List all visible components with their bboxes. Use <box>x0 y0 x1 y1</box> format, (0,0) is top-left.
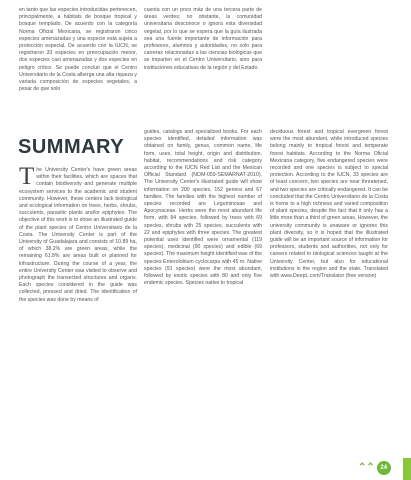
intro-paragraph-left: en tanto que las especies introducidas pertenecen, principalmente, a hábitats de bosque tropical y bosque templado. De acuerdo con la categoría Norma Oficial Mexicana, se registraron cinco especies amenazadas y una especie está sujeta a protección especial. De acuerdo con la IUCN, se registraron 33 especies en preocupación menor, dos especies casi amenazadas y dos especies en peligro crítico. Se puede concluir que el Centro Universitario de la Costa alberga una alta riqueza y variada composición de especies vegetales, a pesar de que solo <box>19 7 137 93</box>
summary-paragraph-3: deciduous forest and tropical evergreen forest were the most abundant, while introduced species belong mainly to tropical forest and temperate forest habitats. According to the Norma Oficial Mexicana category, five endangered species were recorded and one species is subject to special protection. According to the IUCN, 33 species are of least concern, two species are near threatened, and two species are critically endangered. It can be concluded that the Centro Universitario de la Costa is home to a high richness and varied composition of plant species, despite the fact that it only has a little more than a third of green areas. However, the university community is unaware or ignores this plant diversity, so it is hoped that the illustrated guide will be an important source of information for professors, students and authorities, not only for careers related to biological sciences taught at the University Center, but also for educational institutions in the region and the state. Translated with www.DeepL.com/Translator (free version) <box>270 129 388 280</box>
intro-paragraph-right: cuenta con un poco más de una tercera parte de áreas verdes; no obstante, la comunidad universitaria desconoce o ignora esta diversidad vegetal, por lo que se espera que la guía ilustrada sea una fuente importante de información para profesores, alumnos y autoridades, no solo para carreras relacionadas a las ciencias biológicas que se imparten en el Centro Universitario, sino para instituciones educativas de la región y del Estado. <box>144 7 262 71</box>
drop-cap: T <box>19 163 35 190</box>
intro-column-left <box>19 7 137 93</box>
summary-paragraph-1 <box>19 163 137 304</box>
page-footer <box>358 460 391 476</box>
intro-column-right <box>144 7 262 72</box>
summary-text-1: he University Center's have green areas within their facilities, which are spaces that contain biodiversity and generate multiple ecosystem services to the academic and student community. However, these centers lack biological and ecological information on trees, herbs, shrubs, succulents, parasitic plants and/or epiphytes. The objective of this work is to show an illustrated guide of the plant species of Centro Universitario de la Costa. The University Center is part of the University of Guadalajara and consists of 10.89 ha, of which 38.2% are green areas, while the remaining 61.8% are areas built or planned for infrastructure. During the course of a year, the entire University Center was visited to observe and photograph the transected structures and organs. Each species considered in the guide was collected, pressed and dried. The identification of the species was done by means of <box>19 167 137 303</box>
summary-paragraph-2: guides, catalogs and specialized books. For each species identified, detailed information was obtained on family, genus, common name, life form, uses, total height, origin and distribution, habitat, recommendations and risk category according to the IUCN Red List and the Mexican Official Standard (NOM-059-SEMARNAT-2010). The University Center's illustrated guide will show information on 200 species, 152 genera and 67 families. The families with the highest number of species recorded are Leguminosae and Apocynaceae. Herbs were the most abundant life form, with 84 species, followed by trees with 69 species, shrubs with 25 species, succulents with 22 and epiphytes with three species. The greatest potential uses identified were ornamental (119 species), medicinal (90 species) and edible (69 species). The maximum height identified was of the species Enterolobium cyclocarpa with 45 m. Native species (91 species) were the most abundant, followed by exotic species with 80 and only five endemic species. Species native to tropical <box>144 129 262 287</box>
summary-column-2 <box>144 129 262 287</box>
page-number-badge: 24 <box>377 461 391 475</box>
double-chevron-up-icon[interactable]: ⌃⌃ <box>358 462 375 473</box>
edge-tab <box>403 458 411 480</box>
summary-column-3 <box>270 129 388 280</box>
summary-heading: SUMMARY <box>18 136 125 158</box>
summary-column-1 <box>19 163 137 304</box>
